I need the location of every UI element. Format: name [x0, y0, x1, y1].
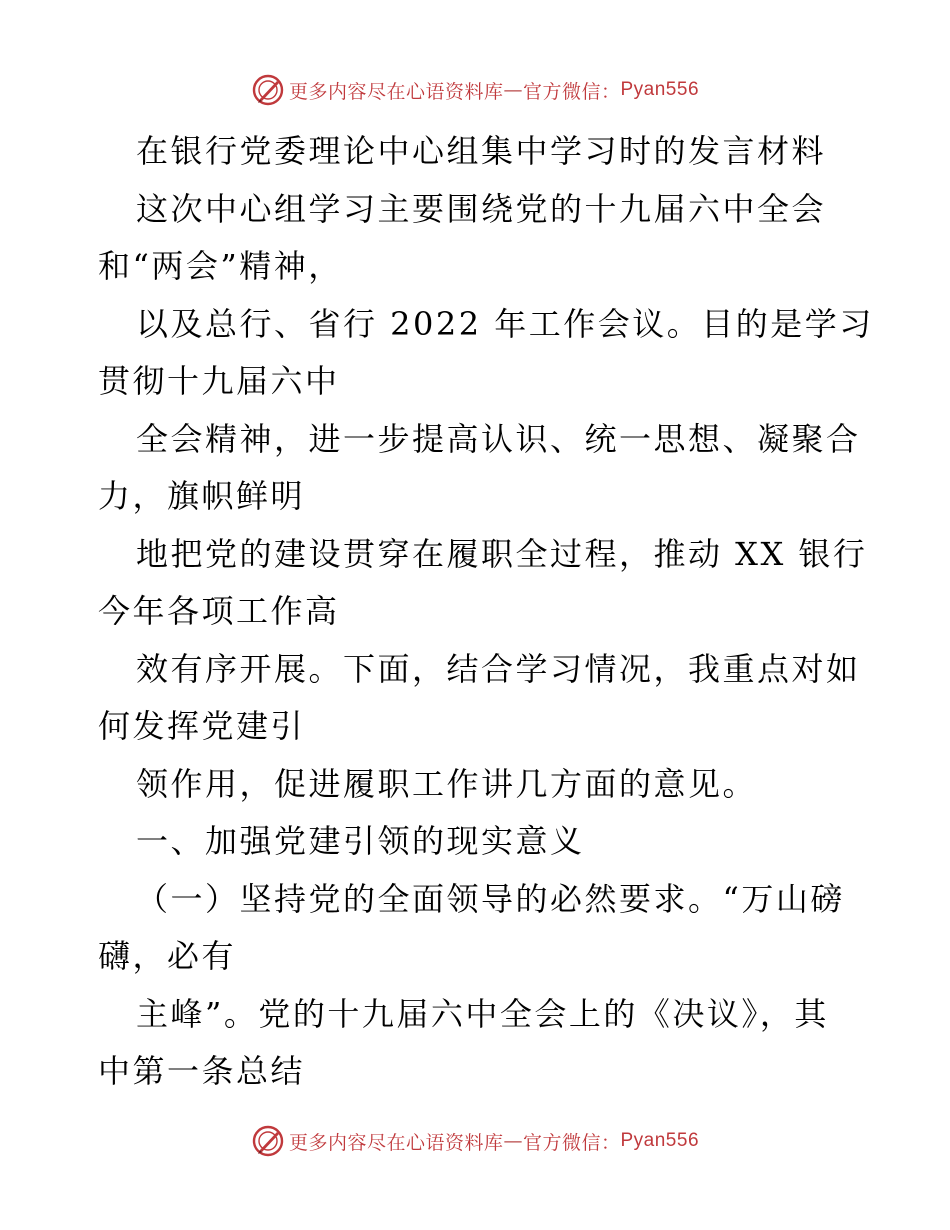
paragraph-line: 中第一条总结 — [98, 1052, 306, 1090]
paragraph-line: 今年各项工作高 — [98, 592, 340, 630]
paragraph-line: 贯彻十九届六中 — [98, 362, 340, 400]
document-body — [98, 123, 874, 1101]
pen-logo-icon — [251, 1124, 285, 1158]
paragraph-line: 和“两会”精神， — [98, 247, 343, 285]
footer-watermark — [0, 1121, 950, 1161]
document-title: 在银行党委理论中心组集中学习时的发言材料 — [136, 132, 827, 170]
pen-logo-icon — [251, 73, 285, 107]
paragraph-line: 礴，必有 — [98, 937, 237, 975]
paragraph-line: 领作用，促进履职工作讲几方面的意见。 — [136, 764, 758, 803]
watermark-text: 更多内容尽在心语资料库 — [288, 80, 504, 103]
paragraph-line: 力，旗帜鲜明 — [98, 477, 306, 515]
watermark-label: 官方微信： — [522, 80, 621, 103]
watermark-dash: — — [503, 1130, 523, 1152]
watermark-label: 官方微信： — [522, 1131, 621, 1154]
header-watermark — [0, 70, 950, 110]
paragraph-line: 效有序开展。下面，结合学习情况，我重点对如 — [136, 649, 861, 688]
section-heading: 一、加强党建引领的现实意义 — [136, 822, 585, 860]
watermark-text: 更多内容尽在心语资料库 — [288, 1131, 504, 1154]
watermark-id: Pyan556 — [620, 79, 700, 100]
paragraph-line: 全会精神，进一步提高认识、统一思想、凝聚合 — [136, 419, 861, 458]
paragraph-line: 这次中心组学习主要围绕党的十九届六中全会 — [136, 189, 827, 228]
subsection-heading: （一）坚持党的全面领导的必然要求。“万山磅 — [136, 879, 845, 918]
paragraph-line: 主峰”。党的十九届六中全会上的《决议》，其 — [136, 994, 829, 1033]
watermark-dash: — — [503, 79, 523, 101]
paragraph-line: 何发挥党建引 — [98, 707, 306, 745]
paragraph-line: 以及总行、省行 2022 年工作会议。目的是学习 — [136, 304, 874, 343]
paragraph-line: 地把党的建设贯穿在履职全过程，推动 XX 银行 — [136, 534, 868, 573]
watermark-id: Pyan556 — [620, 1130, 700, 1151]
